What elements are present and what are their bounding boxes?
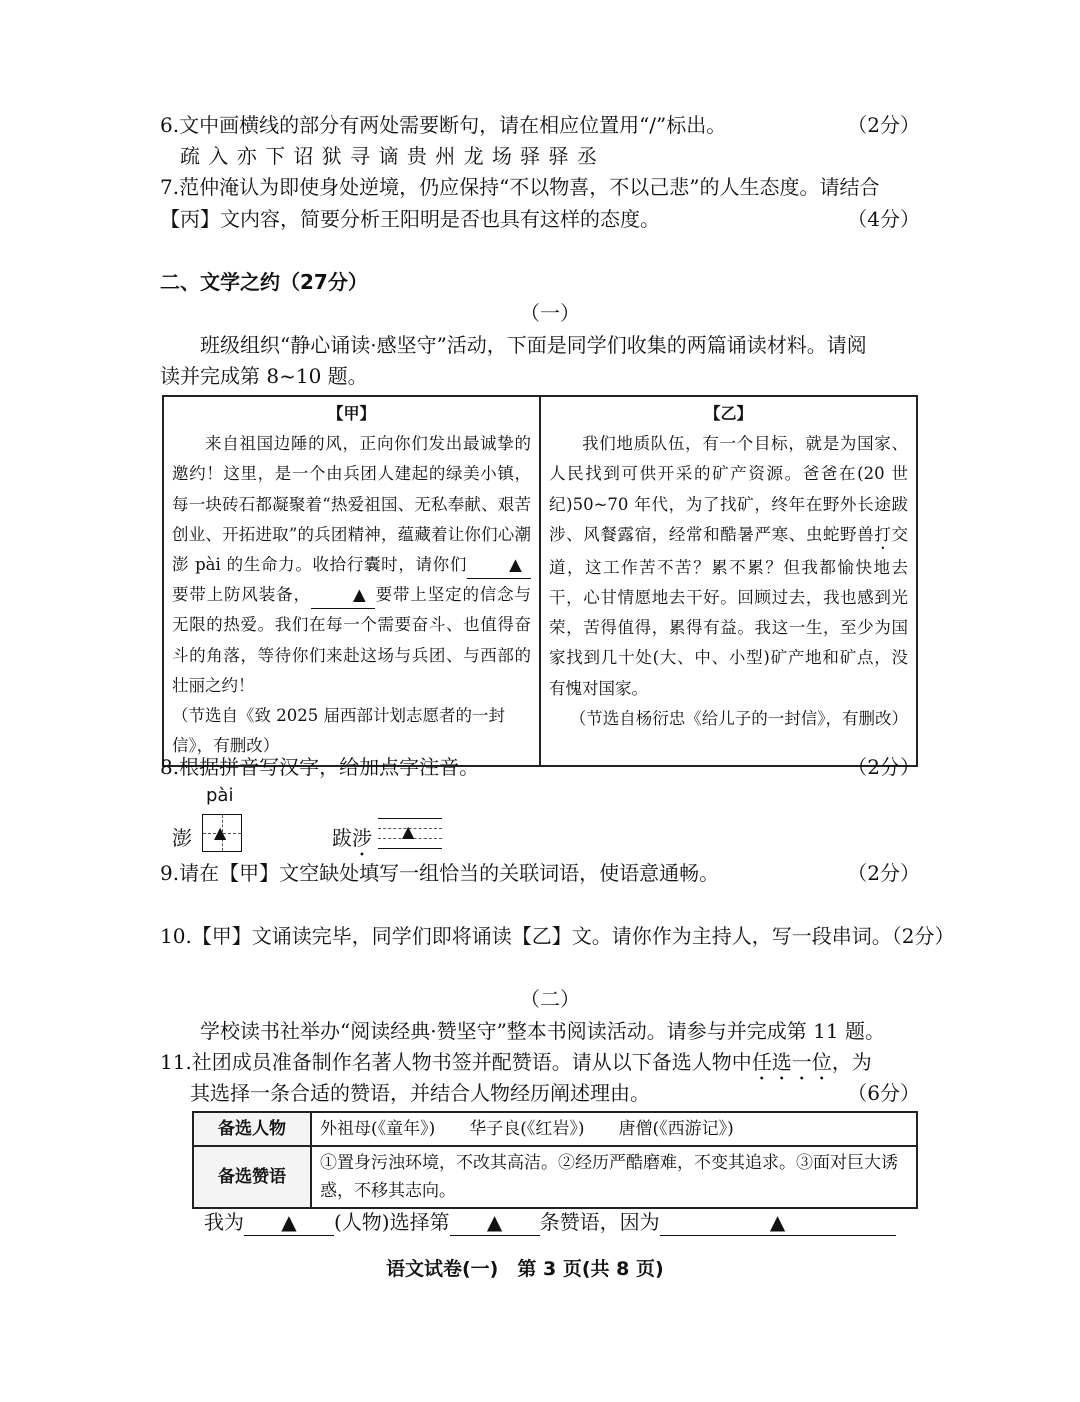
q7-line2: 【丙】文内容，简要分析王阳明是否也具有这样的态度。 <box>160 207 660 231</box>
yi-cell <box>540 396 917 766</box>
part1-title: （一） <box>520 301 580 325</box>
jia-cell <box>163 396 540 766</box>
jia-blank-1: ▲ <box>467 552 531 579</box>
q8-word2-b: 涉 <box>352 826 372 850</box>
q10-text: 10.【甲】文诵读完毕，同学们即将诵读【乙】文。请你作为主持人，写一段串词。（2分） <box>160 924 955 948</box>
q8-pinyin: pài <box>206 785 234 806</box>
page-footer: 语文试卷(一) 第 3 页(共 8 页) <box>386 1258 664 1280</box>
q11-row2-content: ①置身污浊环境，不改其高洁。②经历严酷磨难，不变其追求。③面对巨大诱惑，不移其志向。 <box>311 1146 917 1208</box>
q7-score: （4分） <box>847 207 920 231</box>
part2-intro: 学校读书社举办“阅读经典·赞坚守”整本书阅读活动。请参与并完成第 11 题。 <box>200 1019 885 1043</box>
jia-text-a: 来自祖国边陲的风，正向你们发出最诚挚的邀约！这里，是一个由兵团人建起的绿美小镇，每一块砖石都凝聚着“热爱祖国、无私奉献、艰苦创业、开拓进取”的兵团精神，蕴藏着让你们心潮澎 pài 的生命力。收拾行囊时，请你们 <box>172 434 531 575</box>
jia-header: 【甲】 <box>327 404 376 423</box>
q11-choices-table <box>192 1111 918 1209</box>
jia-blank-2: ▲ <box>311 582 375 609</box>
q11-line1-a: 11.社团成员准备制作名著人物书签并配赞语。请从以下备选人物中 <box>160 1050 752 1074</box>
q8-mark-2: ▲ <box>402 822 415 841</box>
jia-text-c: 要带上坚定的信念与无限的热爱。我们在每一个需要奋斗、也值得奋斗的角落，等待你们来赴这场与兵团、与西部的壮丽之约！ <box>172 585 532 695</box>
q11-line1-b: ，为 <box>831 1050 872 1074</box>
jia-text-b: 要带上防风装备， <box>172 585 311 605</box>
yi-dotted-char: 打 <box>874 524 892 544</box>
yi-header: 【乙】 <box>704 404 753 423</box>
q11-answer-c: 条赞语，因为 <box>539 1210 660 1234</box>
q6-sentence: 疏 入 亦 下 诏 狱 寻 谪 贵 州 龙 场 驿 驿 丞 <box>180 144 599 168</box>
q8-word2 <box>332 822 372 861</box>
q11-blank-reason[interactable]: ▲ <box>660 1209 896 1236</box>
q9-text: 9.请在【甲】文空缺处填写一组恰当的关联词语，使语意通畅。 <box>160 861 720 885</box>
yi-source: （节选自杨衍忠《给儿子的一封信》，有删改） <box>569 708 908 728</box>
section2-intro-line2: 读并完成第 8~10 题。 <box>160 364 368 388</box>
part2-title: （二） <box>520 987 580 1011</box>
section2-title: 二、文学之约（27分） <box>160 270 368 294</box>
q8-mark-1: ▲ <box>214 823 227 842</box>
q8-text: 8.根据拼音写汉字，给加点字注音。 <box>160 755 480 779</box>
q11-answer-b: (人物)选择第 <box>334 1210 450 1234</box>
yi-text-b: 交道，这工作苦不苦？累不累？但我都愉快地去干，心甘情愿地去干好。回顾过去，我也感到光荣，苦得值得，累得有益。我这一生，至少为国家找到几十处(大、中、小型)矿产地和矿点，没有愧对国家。 <box>549 524 908 698</box>
q11-row2-label: 备选赞语 <box>193 1146 311 1208</box>
q6-score: （2分） <box>847 113 920 137</box>
q11-row1-label: 备选人物 <box>193 1112 311 1146</box>
reading-table <box>162 395 918 767</box>
yi-text-a: 我们地质队伍，有一个目标，就是为国家、人民找到可供开采的矿产资源。爸爸在(20 世纪)50~70 年代，为了找矿，终年在野外长途跋涉、风餐露宿，经常和酷暑严寒、虫蛇野兽 <box>549 434 908 544</box>
q11-line1-dotted: 任选一位 <box>751 1050 832 1074</box>
section2-intro-line1: 班级组织“静心诵读·感坚守”活动，下面是同学们收集的两篇诵读材料。请阅 <box>200 333 867 357</box>
q11-score: （6分） <box>847 1081 920 1105</box>
q7-line1: 7.范仲淹认为即使身处逆境，仍应保持“不以物喜，不以己悲”的人生态度。请结合 <box>160 175 880 199</box>
q11-blank-number[interactable]: ▲ <box>450 1209 540 1236</box>
q11-answer-line <box>204 1207 896 1237</box>
q11-blank-person[interactable]: ▲ <box>244 1209 334 1236</box>
yi-text <box>549 429 908 704</box>
q11-line2: 其选择一条合适的赞语，并结合人物经历阐述理由。 <box>190 1081 650 1105</box>
q6-text: 6.文中画横线的部分有两处需要断句，请在相应位置用“/”标出。 <box>160 113 727 137</box>
q8-word2-a: 跋 <box>332 826 352 850</box>
q11-row1-content: 外祖母(《童年》) 华子良(《红岩》) 唐僧(《西游记》) <box>311 1112 917 1146</box>
jia-source: （节选自《致 2025 届西部计划志愿者的一封信》，有删改） <box>172 706 505 756</box>
jia-text <box>172 429 531 701</box>
q8-score: （2分） <box>847 755 920 779</box>
q9-score: （2分） <box>847 861 920 885</box>
q8-word1: 澎 <box>172 826 192 850</box>
q11-answer-a: 我为 <box>204 1210 244 1234</box>
